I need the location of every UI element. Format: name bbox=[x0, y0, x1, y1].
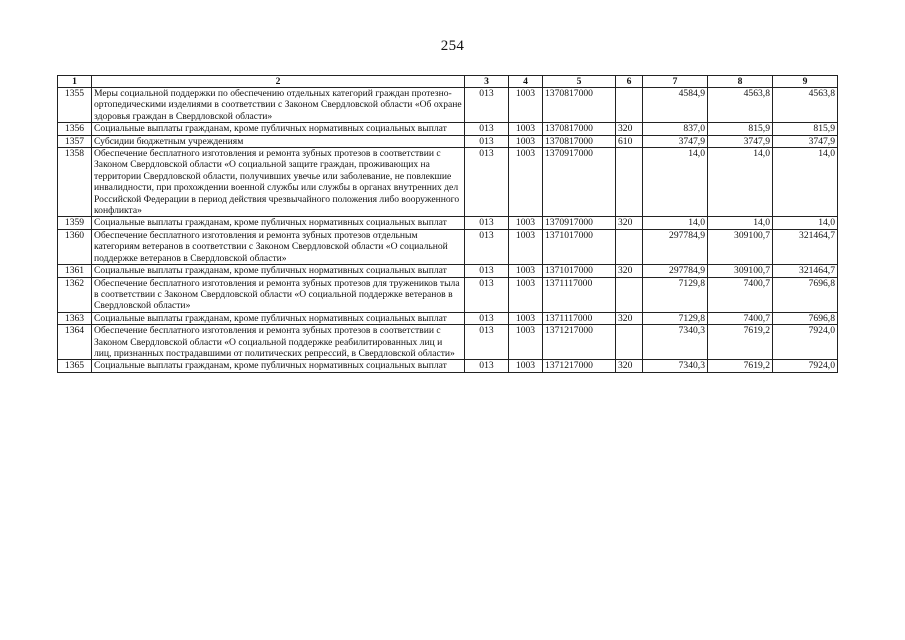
row-ved-code: 013 bbox=[465, 312, 509, 324]
row-sum-col7: 297784,9 bbox=[643, 229, 708, 264]
table-row bbox=[58, 123, 838, 135]
row-ved-code: 013 bbox=[465, 265, 509, 277]
row-name: Обеспечение бесплатного изготовления и ремонта зубных протезов в соответствии с Законом Свердловской области «О социальной защите граждан, проживающих на территории Свердловской области, получивших увечье или заболевание, не повлекшие инвалидности, при прохождении военной службы или службы в органах внутренних дел Российской Федерации в период действия чрезвычайного положения либо вооруженного конфликта» bbox=[92, 148, 465, 217]
table-row bbox=[58, 148, 838, 217]
row-name: Социальные выплаты гражданам, кроме публичных нормативных социальных выплат bbox=[92, 265, 465, 277]
budget-table bbox=[57, 75, 838, 373]
row-sum-col7: 7129,8 bbox=[643, 277, 708, 312]
row-sum-col8: 815,9 bbox=[708, 123, 773, 135]
row-target-article: 1370817000 bbox=[543, 135, 616, 147]
row-target-article: 1371017000 bbox=[543, 229, 616, 264]
row-section-code: 1003 bbox=[509, 88, 543, 123]
table-row bbox=[58, 265, 838, 277]
row-sum-col8: 7619,2 bbox=[708, 325, 773, 360]
row-target-article: 1370817000 bbox=[543, 88, 616, 123]
row-sum-col8: 3747,9 bbox=[708, 135, 773, 147]
row-section-code: 1003 bbox=[509, 229, 543, 264]
row-number: 1365 bbox=[58, 360, 92, 372]
header-cell: 7 bbox=[643, 76, 708, 88]
row-ved-code: 013 bbox=[465, 217, 509, 229]
row-expense-type: 610 bbox=[616, 135, 643, 147]
header-cell: 6 bbox=[616, 76, 643, 88]
row-sum-col8: 309100,7 bbox=[708, 265, 773, 277]
row-sum-col9: 7696,8 bbox=[773, 277, 838, 312]
row-expense-type: 320 bbox=[616, 312, 643, 324]
table-row bbox=[58, 360, 838, 372]
header-cell: 2 bbox=[92, 76, 465, 88]
row-expense-type: 320 bbox=[616, 360, 643, 372]
row-expense-type bbox=[616, 229, 643, 264]
row-sum-col8: 4563,8 bbox=[708, 88, 773, 123]
row-name: Обеспечение бесплатного изготовления и ремонта зубных протезов отдельным категориям ветеранов в соответствии с Законом Свердловской области «О социальной поддержке ветеранов в Свердловской области» bbox=[92, 229, 465, 264]
table-row bbox=[58, 229, 838, 264]
row-name: Меры социальной поддержки по обеспечению отдельных категорий граждан протезно-ортопедическими изделиями в соответствии с Законом Свердловской области «Об охране здоровья граждан в Свердловской области» bbox=[92, 88, 465, 123]
row-section-code: 1003 bbox=[509, 217, 543, 229]
row-expense-type bbox=[616, 148, 643, 217]
row-ved-code: 013 bbox=[465, 360, 509, 372]
row-expense-type: 320 bbox=[616, 265, 643, 277]
row-target-article: 1371117000 bbox=[543, 277, 616, 312]
row-sum-col7: 297784,9 bbox=[643, 265, 708, 277]
row-sum-col7: 7340,3 bbox=[643, 360, 708, 372]
row-expense-type: 320 bbox=[616, 123, 643, 135]
row-number: 1359 bbox=[58, 217, 92, 229]
header-row bbox=[58, 76, 838, 88]
row-ved-code: 013 bbox=[465, 325, 509, 360]
table-row bbox=[58, 135, 838, 147]
row-sum-col8: 7619,2 bbox=[708, 360, 773, 372]
row-number: 1356 bbox=[58, 123, 92, 135]
row-sum-col9: 14,0 bbox=[773, 217, 838, 229]
table-row bbox=[58, 312, 838, 324]
header-cell: 9 bbox=[773, 76, 838, 88]
row-sum-col7: 14,0 bbox=[643, 148, 708, 217]
row-ved-code: 013 bbox=[465, 123, 509, 135]
row-number: 1355 bbox=[58, 88, 92, 123]
header-cell: 1 bbox=[58, 76, 92, 88]
row-name: Обеспечение бесплатного изготовления и ремонта зубных протезов для тружеников тыла в соответствии с Законом Свердловской области «О социальной поддержке ветеранов в Свердловской области» bbox=[92, 277, 465, 312]
row-sum-col9: 3747,9 bbox=[773, 135, 838, 147]
row-number: 1357 bbox=[58, 135, 92, 147]
row-target-article: 1371217000 bbox=[543, 325, 616, 360]
row-section-code: 1003 bbox=[509, 325, 543, 360]
row-target-article: 1371217000 bbox=[543, 360, 616, 372]
row-sum-col7: 14,0 bbox=[643, 217, 708, 229]
row-number: 1361 bbox=[58, 265, 92, 277]
table-row bbox=[58, 325, 838, 360]
row-number: 1360 bbox=[58, 229, 92, 264]
row-sum-col9: 14,0 bbox=[773, 148, 838, 217]
row-target-article: 1371117000 bbox=[543, 312, 616, 324]
header-cell: 4 bbox=[509, 76, 543, 88]
row-number: 1364 bbox=[58, 325, 92, 360]
row-sum-col8: 7400,7 bbox=[708, 312, 773, 324]
row-name: Социальные выплаты гражданам, кроме публичных нормативных социальных выплат bbox=[92, 123, 465, 135]
table-row bbox=[58, 88, 838, 123]
row-section-code: 1003 bbox=[509, 135, 543, 147]
row-section-code: 1003 bbox=[509, 265, 543, 277]
row-sum-col8: 7400,7 bbox=[708, 277, 773, 312]
row-sum-col7: 7340,3 bbox=[643, 325, 708, 360]
row-sum-col9: 321464,7 bbox=[773, 229, 838, 264]
row-expense-type bbox=[616, 325, 643, 360]
row-sum-col9: 321464,7 bbox=[773, 265, 838, 277]
row-expense-type: 320 bbox=[616, 217, 643, 229]
row-sum-col7: 4584,9 bbox=[643, 88, 708, 123]
row-sum-col9: 7696,8 bbox=[773, 312, 838, 324]
row-name: Субсидии бюджетным учреждениям bbox=[92, 135, 465, 147]
row-ved-code: 013 bbox=[465, 229, 509, 264]
row-sum-col7: 3747,9 bbox=[643, 135, 708, 147]
row-sum-col7: 7129,8 bbox=[643, 312, 708, 324]
page-number: 254 bbox=[440, 38, 465, 54]
row-sum-col9: 7924,0 bbox=[773, 325, 838, 360]
row-sum-col9: 7924,0 bbox=[773, 360, 838, 372]
row-target-article: 1370917000 bbox=[543, 217, 616, 229]
row-section-code: 1003 bbox=[509, 148, 543, 217]
row-ved-code: 013 bbox=[465, 148, 509, 217]
header-cell: 8 bbox=[708, 76, 773, 88]
row-ved-code: 013 bbox=[465, 135, 509, 147]
row-section-code: 1003 bbox=[509, 277, 543, 312]
row-expense-type bbox=[616, 88, 643, 123]
row-target-article: 1371017000 bbox=[543, 265, 616, 277]
row-expense-type bbox=[616, 277, 643, 312]
table-body bbox=[58, 88, 838, 373]
row-number: 1363 bbox=[58, 312, 92, 324]
row-target-article: 1370817000 bbox=[543, 123, 616, 135]
table-row bbox=[58, 277, 838, 312]
row-section-code: 1003 bbox=[509, 312, 543, 324]
row-sum-col7: 837,0 bbox=[643, 123, 708, 135]
row-name: Социальные выплаты гражданам, кроме публичных нормативных социальных выплат bbox=[92, 217, 465, 229]
row-sum-col9: 4563,8 bbox=[773, 88, 838, 123]
row-ved-code: 013 bbox=[465, 88, 509, 123]
row-number: 1362 bbox=[58, 277, 92, 312]
header-cell: 3 bbox=[465, 76, 509, 88]
row-ved-code: 013 bbox=[465, 277, 509, 312]
row-target-article: 1370917000 bbox=[543, 148, 616, 217]
row-section-code: 1003 bbox=[509, 360, 543, 372]
row-section-code: 1003 bbox=[509, 123, 543, 135]
row-sum-col9: 815,9 bbox=[773, 123, 838, 135]
row-sum-col8: 14,0 bbox=[708, 217, 773, 229]
row-name: Социальные выплаты гражданам, кроме публичных нормативных социальных выплат bbox=[92, 360, 465, 372]
table-row bbox=[58, 217, 838, 229]
row-sum-col8: 14,0 bbox=[708, 148, 773, 217]
row-number: 1358 bbox=[58, 148, 92, 217]
row-name: Обеспечение бесплатного изготовления и ремонта зубных протезов в соответствии с Законом Свердловской области «О социальной поддержке реабилитированных лиц и лиц, признанных пострадавшими от политических репрессий, в Свердловской области» bbox=[92, 325, 465, 360]
row-name: Социальные выплаты гражданам, кроме публичных нормативных социальных выплат bbox=[92, 312, 465, 324]
header-cell: 5 bbox=[543, 76, 616, 88]
row-sum-col8: 309100,7 bbox=[708, 229, 773, 264]
